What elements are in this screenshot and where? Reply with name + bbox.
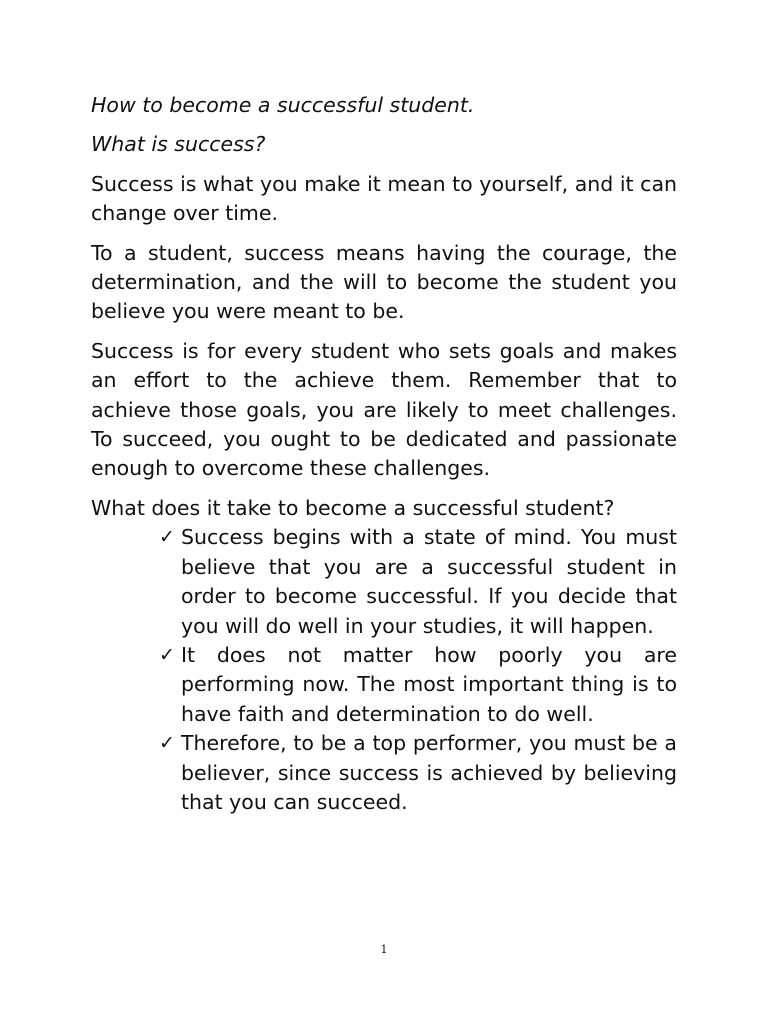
list-item bbox=[91, 641, 677, 729]
page-number: 1 bbox=[380, 943, 388, 956]
paragraph: Success is for every student who sets goals and makes an effort to the achieve them. Remember that to achieve those goals, you are likely to meet challenges. To succeed, you ought to be dedicated and passionate enough to overcome these challenges. bbox=[91, 338, 677, 481]
list-item-text: Therefore, to be a top performer, you must be a believer, since success is achieved by believing that you can succeed. bbox=[181, 731, 677, 814]
checklist bbox=[91, 523, 677, 817]
list-lead-text: What does it take to become a successful student? bbox=[91, 495, 615, 520]
paragraph: Success is what you make it mean to yourself, and it can change over time. bbox=[91, 171, 677, 226]
checkmark-icon: ✓ bbox=[159, 526, 175, 549]
paragraph: To a student, success means having the courage, the determination, and the will to become the student you believe you were meant to be. bbox=[91, 240, 677, 324]
document-title: How to become a successful student. bbox=[91, 93, 475, 117]
list-item-text: Success begins with a state of mind. You must believe that you are a successful student in order to become successful. If you decide that you will do well in your studies, it will happen. bbox=[181, 525, 677, 638]
document-body bbox=[91, 91, 677, 817]
list-item bbox=[91, 523, 677, 641]
checkmark-icon: ✓ bbox=[159, 732, 175, 755]
list-item-text: It does not matter how poorly you are performing now. The most important thing is to have faith and determination to do well. bbox=[181, 642, 677, 726]
section-heading: What is success? bbox=[91, 132, 266, 157]
list-item bbox=[91, 729, 677, 817]
checkmark-icon: ✓ bbox=[159, 643, 175, 666]
